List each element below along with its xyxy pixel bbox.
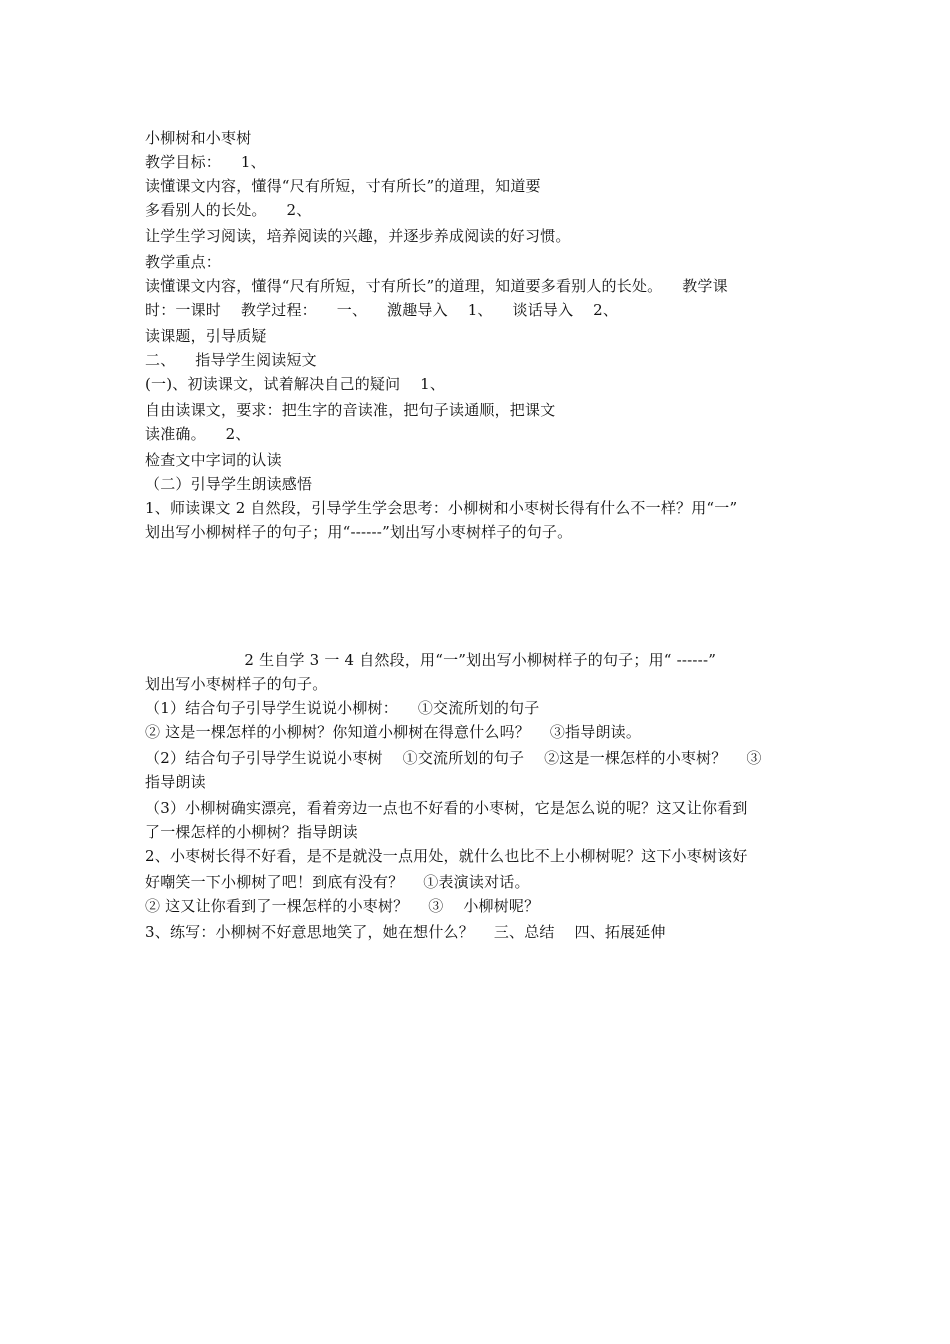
text-line: 读懂课文内容，懂得“尺有所短，寸有所长”的道理，知道要多看别人的长处。 教学课 <box>145 277 728 295</box>
text-line: 多看别人的长处。 2、 <box>145 201 312 219</box>
text-line: 1、师读课文 2 自然段，引导学生学会思考：小柳树和小枣树长得有什么不一样？用“一” <box>145 499 738 517</box>
text-line: 教学目标： 1、 <box>145 153 266 171</box>
text-line: （二）引导学生朗读感悟 <box>145 475 313 493</box>
text-line: 划出写小柳树样子的句子；用“------”划出写小枣树样子的句子。 <box>145 523 573 541</box>
document-title: 小柳树和小枣树 <box>145 129 252 147</box>
text-line: 3、练写：小柳树不好意思地笑了，她在想什么？ 三、总结 四、拓展延伸 <box>145 923 666 941</box>
text-line: 指导朗读 <box>145 773 206 791</box>
text-line: 检查文中字词的认读 <box>145 451 282 469</box>
text-line: 划出写小枣树样子的句子。 <box>145 675 328 693</box>
text-line: 读准确。 2、 <box>145 425 251 443</box>
text-line: 读课题，引导质疑 <box>145 327 267 345</box>
text-line: 2、小枣树长得不好看，是不是就没一点用处，就什么也比不上小柳树呢？这下小枣树该好 <box>145 847 748 865</box>
text-line: 读懂课文内容，懂得“尺有所短，寸有所长”的道理，知道要 <box>145 177 541 195</box>
text-line: 2 生自学 3 一 4 自然段，用“一”划出写小柳树样子的句子；用“ ------” <box>145 651 717 669</box>
text-line: （2）结合句子引导学生说说小枣树 ①交流所划的句子 ②这是一棵怎样的小枣树？ ③ <box>145 749 762 767</box>
text-line: ② 这又让你看到了一棵怎样的小枣树？ ③ 小柳树呢？ <box>145 897 540 915</box>
text-line: ② 这是一棵怎样的小柳树？你知道小柳树在得意什么吗？ ③指导朗读。 <box>145 723 642 741</box>
text-line: 自由读课文，要求：把生字的音读准，把句子读通顺，把课文 <box>145 401 556 419</box>
text-line: 时：一课时 教学过程： 一、 激趣导入 1、 谈话导入 2、 <box>145 301 619 319</box>
text-line: （3）小柳树确实漂亮，看着旁边一点也不好看的小枣树，它是怎么说的呢？这又让你看到 <box>145 799 748 817</box>
text-line: 了一棵怎样的小柳树？指导朗读 <box>145 823 358 841</box>
text-line: 二、 指导学生阅读短文 <box>145 351 317 369</box>
text-line: 好嘲笑一下小柳树了吧！到底有没有？ ①表演读对话。 <box>145 873 530 891</box>
text-line: (一)、初读课文，试着解决自己的疑问 1、 <box>145 375 446 393</box>
text-line: 让学生学习阅读，培养阅读的兴趣，并逐步养成阅读的好习惯。 <box>145 227 571 245</box>
text-line: 教学重点： <box>145 253 222 271</box>
text-line: （1）结合句子引导学生说说小柳树： ①交流所划的句子 <box>145 699 540 717</box>
